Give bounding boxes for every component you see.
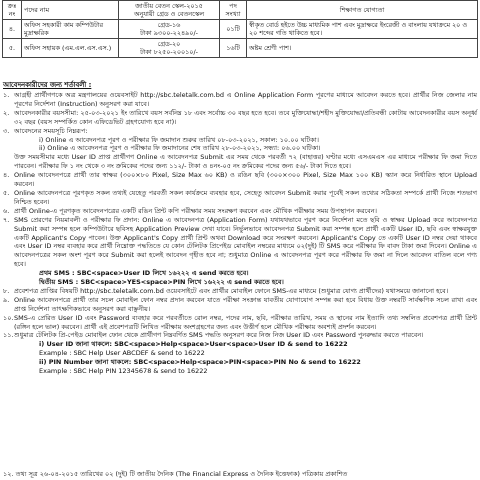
header-post-name: পদের নাম [22, 1, 119, 20]
row-post-name: অফিস সহায়ক (এম.এল.এস.এস.) [22, 39, 119, 58]
rule-number: ১০. [3, 313, 14, 322]
rule-item [3, 269, 477, 278]
rule-item [3, 314, 477, 332]
header-grade [119, 1, 220, 20]
rule-text: শুধুমাত্র টেলিটক প্রি-পেইড মোবাইল ফোন থেকে প্রার্থীগণ নিম্নবর্ণিত SMS পদ্ধতি অনুসরণ করে নিজ নিজ User ID এবং Password পুনরুদ্ধার করতে পারবেন। [14, 331, 424, 340]
rule-item [3, 91, 477, 109]
rule-text: Online আবেদনপত্রে প্রার্থী তার সচল মোবাইল ফোন নম্বর প্রদান করবেন যাতে পরীক্ষা সংক্রান্ত যাবতীয় যোগাযোগ সম্পন্ন করা হবে বিধায় উক্ত নম্বরটি সার্বক্ষণিক সচল রাখা এবং প্রাপ্ত নির্দেশনা তাৎক্ষণিকভাবে অনুসরণ করা বাঞ্ছনীয়। [14, 295, 477, 313]
rule-number: ১১. [3, 331, 14, 340]
rule-item [3, 216, 477, 269]
rule-text: Example : SBC Help PIN 12345678 & send to 16222 [39, 367, 208, 376]
row-grade [119, 20, 220, 39]
rule-text: দ্বিতীয় SMS : SBC<space>YES<space>PIN লিখে ১৬২২২ এ send করতে হবে। [39, 278, 284, 287]
rule-text: SMS প্রেরণের নিয়মাবলী ও পরীক্ষার ফি প্রদান: Online এ আবেদনপত্র (Application Form) যথাযথভাবে পূরণ করে নির্দেশনা মতে ছবি ও স্বাক্ষর Upload করে আবেদনপত্র Submit করা সম্পন্ন হলে কম্পিউটারে ছবিসহ Application Preview দেখা যাবে। নির্ভুলভাবে আবেদনপত্র Submit করা সম্পন্ন হলে প্রার্থী একটি User ID, ছবি এবং স্বাক্ষরযুক্ত একটি Applicant's Copy পাবেন। উক্ত Applicant's Copy প্রার্থী প্রিন্ট অথবা Download করে সংরক্ষণ করবেন। Applicant's Copy তে একটি User ID নম্বর দেয়া থাকবে এবং User ID নম্বর ব্যবহার করে প্রার্থী নিম্নোক্ত পদ্ধতিতে যে কোন টেলিটক প্রিপেইড মোবাইল নম্বরের মাধ্যমে ০২(দুই) টি SMS করে পরীক্ষার ফি বাবদ টাকা জমা দিবেন। Online এ আবেদনপত্রের সকল অংশ পূরণ করে Submit করা হলেই আবেদন গৃহীত হবে না; শুধুমাত্র Online এ আবেদনপত্র পূরণ করে পরীক্ষার ফি জমা না দিলে আবেদন বাতিল বলে গণ্য হবে। [14, 215, 477, 269]
rule-item [3, 127, 477, 136]
row-qualification: স্বীকৃত বোর্ড হইতে উচ্চ মাধ্যমিক পাশ এবং মুদ্রাক্ষরে ইংরেজী ও বাংলায় যথাক্রমে ২০ ও ২০ শব্দের গতি থাকিতে হবে। [247, 20, 478, 39]
rule-item [3, 153, 477, 171]
rule-text: প্রবেশপত্র প্রাপ্তির বিষয়টি http://sbc.teletalk.com.bd ওয়েবসাইটে এবং প্রার্থীর মোবাইল ফোনে SMS-এর মাধ্যমে (শুধুমাত্র যোগ্য প্রার্থীদের) যথাসময়ে জানানো হবে। [14, 286, 449, 295]
rule-number: ৬. [3, 206, 10, 215]
rule-item [3, 349, 477, 358]
rule-item [3, 358, 477, 367]
rule-text: i) User ID জানা থাকলে: SBC<space>Help<space>User<space>User ID & send to 16222 [39, 340, 348, 349]
row-grade-label: গ্রেড-১৬ [157, 21, 181, 29]
row-pay-scale: টাকা ৮২৫০-২০০১০/- [140, 48, 198, 56]
row-post-name: অফিস সহকারী কাম কম্পিউটার মুদ্রাক্ষরিক [22, 20, 119, 39]
rule-text: আবেদনকারীর বয়সসীমা: ২৫-০৩-২০২১ ইং তারিখে বয়স সর্বনিম্ন ১৮ এবং সর্বোচ্চ ৩০ বছর হতে হবে। তবে মুক্তিযোদ্ধা/শহীদ মুক্তিযোদ্ধা/প্রতিবন্ধী কোটায় আবেদনকারীর বয়স অনূর্ধ্ব ৩২ বছর (বয়স সম্পর্কিত কোন এফিডেভিট গ্রহণযোগ্য হবে না)। [14, 108, 477, 126]
rule-item [3, 144, 477, 153]
table-row [3, 20, 478, 39]
header-qualification: শিক্ষাগত যোগ্যতা [247, 1, 478, 20]
row-serial: ৫. [3, 39, 22, 58]
rule-text: Online আবেদনপত্রে পূরণকৃত সকল তথ্যই যেহেতু পরবর্তী সকল কার্যক্রমে ব্যবহার হবে, সেহেতু আবেদন Submit করার পূর্বেই সকল তথ্যের সঠিকতা সম্পর্কে প্রার্থী নিজে শতভাগ নিশ্চিত হবেন। [14, 188, 477, 206]
rule-item [3, 207, 477, 216]
rule-item [3, 287, 477, 296]
rule-number: ৪. [3, 171, 10, 180]
row-count: ০১টি [220, 20, 247, 39]
table-header-row [3, 1, 478, 20]
header-count: পদ সংখ্যা [220, 1, 247, 20]
rule-number: ৩. [3, 126, 10, 135]
rule-number: ১. [3, 91, 10, 99]
table-row [3, 39, 478, 58]
row-serial: ৪. [3, 20, 22, 39]
rule-text: আবেদনের সময়সূচি নিম্নরূপ: [14, 126, 88, 135]
rule-text: উক্ত সময়সীমার মধ্যে User ID প্রাপ্ত প্রার্থীগণ Online এ আবেদনপত্র Submit এর সময় থেকে পরবর্তী ৭২ (বাহাত্তর) ঘণ্টার মধ্যে এসএমএস এর মাধ্যমে পরীক্ষার ফি জমা দিতে পারবেন। পরীক্ষার ফি ১ নং থেকে ৩ নং ক্রমিকের পদের জন্য ১১২/- টাকা ও ৪নং-০৫ নং ক্রমিকের পদের জন্য ৫৬/- টাকা দিতে হবে। [14, 153, 477, 171]
rule-text: আগ্রহী প্রার্থীগণকে অত্র মন্ত্রণালয়ের ওয়েবসাইট http://sbc.teletalk.com.bd এ Online Application Form পূরণের মাধ্যমে আবেদন করতে হবে। প্রার্থীর নিজ জেলার নাম পূরণের নির্দেশনা (Instruction) অনুসরণ করা যাবে। [14, 91, 477, 108]
rules-heading: আবেদনকারীদের জন্য শর্তাবলী : [3, 81, 92, 89]
rule-item [3, 171, 477, 189]
row-count: ১৬টি [220, 39, 247, 58]
rule-text: ii) Online এ আবেদনপত্র পূরণ ও পরীক্ষার ফি জমাদানের শেষ তারিখ ২৮-০৩-২০২১, সন্ধ্যা: ০৬.০০ ঘটিকা। [39, 144, 321, 153]
rule-number: ৫. [3, 188, 10, 197]
rule-item [3, 367, 477, 376]
rule-text: Example : SBC Help User ABCDEF & send to 16222 [39, 349, 205, 358]
rule-number: ৭. [3, 215, 10, 224]
header-grade-line2: অনুযায়ী গ্রেড ও বেতনস্কেল [133, 10, 205, 18]
row-grade [119, 39, 220, 58]
rule-item [3, 296, 477, 314]
row-qualification: অষ্টম শ্রেণী পাশ। [247, 39, 478, 58]
rules-list [3, 91, 477, 376]
header-grade-line1: জাতীয় বেতন স্কেল-২০১৫ [135, 2, 203, 10]
row-grade-label: গ্রেড-২০ [157, 40, 181, 48]
rule-number: ৯. [3, 295, 10, 304]
rule-text: i) Online এ আবেদনপত্র পূরণ ও পরীক্ষার ফি জমাদান শুরুর তারিখ ০৮-০৩-২০২১, সকাল: ১০.০০ ঘটিকা। [39, 135, 319, 144]
rule-number: ৮. [3, 286, 10, 295]
rule-text: প্রার্থী Online-এ পূরণকৃত আবেদনপত্রের একটি রঙিন প্রিন্ট কপি পরীক্ষার সময় সংরক্ষণ করবেন এবং মৌখিক পরীক্ষার সময় উপস্থাপন করবেন। [14, 206, 377, 215]
rule-text: Online আবেদনপত্রে প্রার্থী তার স্বাক্ষর (৩০০×৮০ Pixel, Size Max ৬০ KB) ও রঙিন ছবি (৩০০×৩০০ Pixel, Size Max ১০০ KB) স্ক্যান করে নির্ধারিত স্থানে Upload করবেন। [14, 171, 477, 189]
row-pay-scale: টাকা ৯৩০০-২২৪৯০/- [140, 29, 198, 37]
rule-number [3, 153, 14, 171]
rule-number: ২. [3, 108, 10, 117]
header-serial: ক্রঃ নং [3, 1, 22, 20]
rule-text: ii) PIN Number জানা থাকলে: SBC<space>Help<space>PIN<space>PIN No & send to 16222 [39, 358, 361, 367]
rule-item [3, 340, 477, 349]
rule-item [3, 189, 477, 207]
rule-text: SMS-এ প্রেরিত User ID এবং Password ব্যবহার করে পরবর্তীতে রোল নম্বর, পদের নাম, ছবি, পরীক্ষার তারিখ, সময় ও স্থানের নাম ইত্যাদি তথ্য সম্বলিত প্রবেশপত্র প্রার্থী প্রিন্ট (রঙ্গিন হলে ভাল) করবেন। প্রার্থী এই প্রবেশপত্রটি লিখিত পরীক্ষায় অংশগ্রহণের জন্য এবং উত্তীর্ণ হলে মৌখিক পরীক্ষায় অবশ্যই প্রদর্শন করবেন। [14, 313, 477, 331]
rule-item [3, 109, 477, 127]
rule-item [3, 331, 477, 340]
posts-table [2, 0, 478, 58]
rule-item [3, 278, 477, 287]
cutoff-line: ১২. তথ্য সূত্র ২৬-০৪-২০১৫ তারিখের ০২ (দুই) টি জাতীয় দৈনিক (The Financial Express ও দৈনিক ইত্তেফাক) পত্রিকায় প্রকাশিত [3, 470, 348, 478]
rule-text: প্রথম SMS : SBC<space>User ID লিখে ১৬২২২ এ send করতে হবে। [39, 269, 249, 278]
